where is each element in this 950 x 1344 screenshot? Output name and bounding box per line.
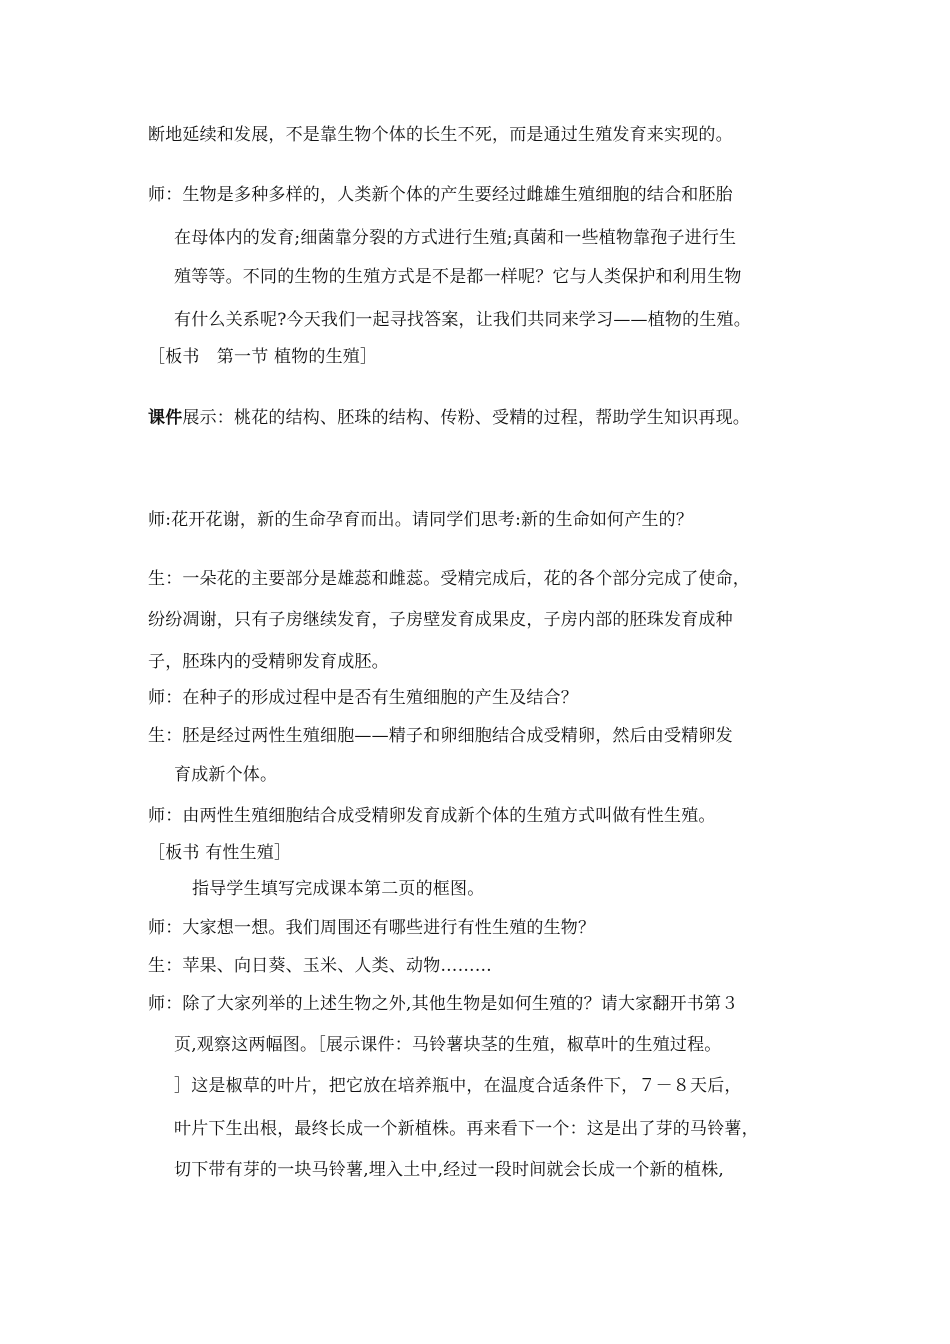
text-line-18: 师：大家想一想。我们周围还有哪些进行有性生殖的生物？ xyxy=(148,918,596,938)
text-line-7 xyxy=(148,407,750,429)
text-line-10: 纷纷凋谢，只有子房继续发育，子房壁发育成果皮，子房内部的胚珠发育成种 xyxy=(148,610,733,630)
courseware-label: 课件 xyxy=(148,408,183,428)
text-line-5: 有什么关系呢?今天我们一起寻找答案，让我们共同来学习——植物的生殖。 xyxy=(174,310,751,330)
text-line-24: 切下带有芽的一块马铃薯,埋入土中,经过一段时间就会长成一个新的植株, xyxy=(174,1160,725,1180)
text-line-11: 子，胚珠内的受精卵发育成胚。 xyxy=(148,652,389,672)
text-line-2: 师：生物是多种多样的，人类新个体的产生要经过雌雄生殖细胞的结合和胚胎 xyxy=(148,185,733,205)
text-line-6: ［板书 第一节 植物的生殖］ xyxy=(148,347,378,367)
text-line-3: 在母体内的发育;细菌靠分裂的方式进行生殖;真菌和一些植物靠孢子进行生 xyxy=(174,228,737,248)
text-line-19: 生：苹果、向日葵、玉米、人类、动物……… xyxy=(148,956,492,976)
text-line-14: 育成新个体。 xyxy=(174,765,278,785)
text-line-8: 师:花开花谢，新的生命孕育而出。请同学们思考:新的生命如何产生的？ xyxy=(148,510,694,530)
text-line-12: 师：在种子的形成过程中是否有生殖细胞的产生及结合？ xyxy=(148,688,578,708)
courseware-text: 展示：桃花的结构、胚珠的结构、传粉、受精的过程，帮助学生知识再现。 xyxy=(182,408,751,428)
text-line-16: ［板书 有性生殖］ xyxy=(148,843,292,863)
text-line-22: ］这是椒草的叶片，把它放在培养瓶中，在温度合适条件下，７－８天后， xyxy=(174,1076,742,1096)
text-line-4: 殖等等。不同的生物的生殖方式是不是都一样呢？它与人类保护和利用生物 xyxy=(174,267,742,287)
text-line-13: 生：胚是经过两性生殖细胞——精子和卵细胞结合成受精卵，然后由受精卵发 xyxy=(148,726,733,746)
text-line-20: 师：除了大家列举的上述生物之外,其他生物是如何生殖的？请大家翻开书第３ xyxy=(148,994,739,1014)
text-line-21: 页,观察这两幅图。［展示课件：马铃薯块茎的生殖，椒草叶的生殖过程。 xyxy=(174,1035,722,1055)
text-line-1: 断地延续和发展，不是靠生物个体的长生不死，而是通过生殖发育来实现的。 xyxy=(148,125,733,145)
text-line-23: 叶片下生出根，最终长成一个新植株。再来看下一个：这是出了芽的马铃薯， xyxy=(174,1119,759,1139)
text-line-15: 师：由两性生殖细胞结合成受精卵发育成新个体的生殖方式叫做有性生殖。 xyxy=(148,806,716,826)
text-line-9: 生：一朵花的主要部分是雄蕊和雌蕊。受精完成后，花的各个部分完成了使命， xyxy=(148,569,750,589)
text-line-17: 指导学生填写完成课本第二页的框图。 xyxy=(192,879,485,899)
